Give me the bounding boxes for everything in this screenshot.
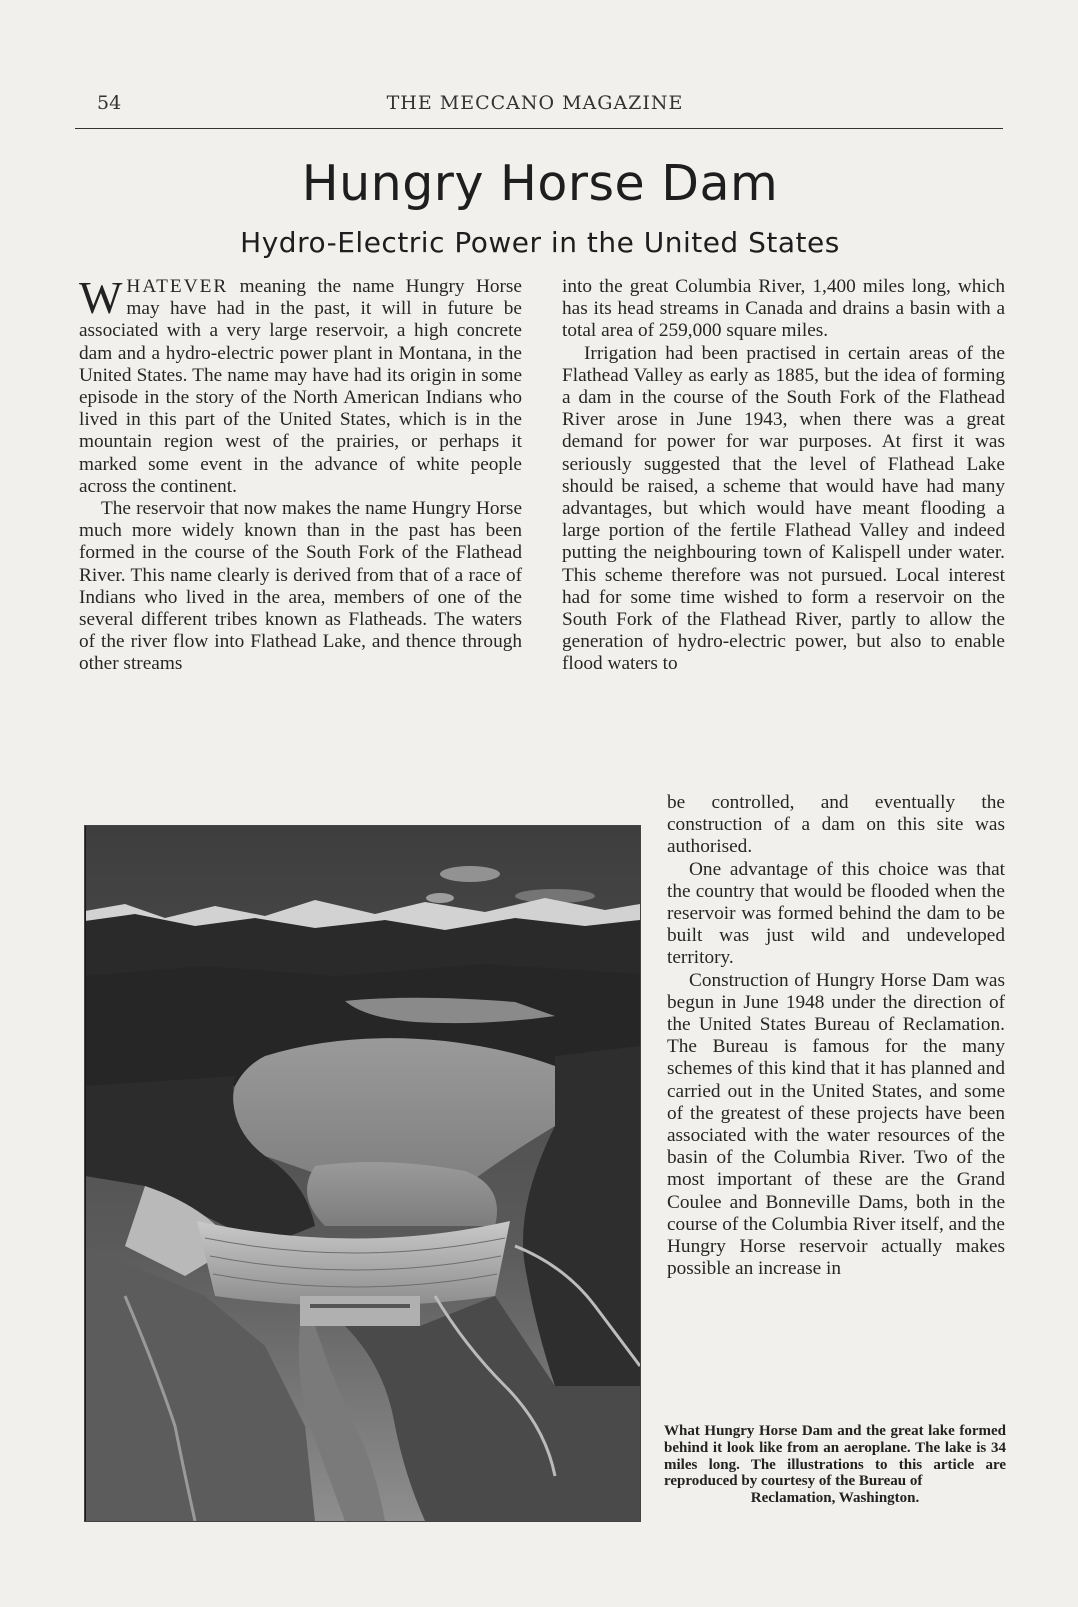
page-number: 54 (97, 92, 122, 114)
photo-caption-last-line: Reclamation, Washington. (750, 1490, 920, 1507)
article-subtitle: Hydro-Electric Power in the United States (240, 226, 840, 259)
drop-cap: W (79, 272, 123, 323)
paragraph-intro-text: meaning the name Hungry Horse may have had in the past, it will in future be associated with a very large reservoir, a high concrete dam and a hydro-electric power plant in Montana, in the United States. The name may have had its origin in some episode in the story of the North American Indians who lived in this part of the United States, which is in the mountain region west of the prairies, or perhaps it marked some event in the advance of white people across the continent. (79, 276, 522, 497)
running-head (0, 92, 1078, 122)
paragraph-advantage: One advantage of this choice was that the country that would be flooded when the reservoir was formed behind the dam to be built was just wild and undeveloped territory. (667, 858, 1005, 969)
photo-caption-text: What Hungry Horse Dam and the great lake formed behind it look like from an aeroplane. The lake is 34 miles long. The illustrations to this article are reproduced by courtesy of the Bureau of (664, 1423, 1006, 1490)
photo-caption (664, 1423, 1006, 1507)
paragraph-irrigation: Irrigation had been practised in certain areas of the Flathead Valley as early as 1885, but the idea of forming a dam in the course of the South Fork of the Flathead River arose in June 1943, when there was a great demand for power for war purposes. At first it was seriously suggested that the level of Flathead Lake should be raised, a scheme that would have had many advantages, but which would have meant flooding a large portion of the fertile Flathead Valley and indeed putting the neighbouring town of Kalispell under water. This scheme therefore was not pursued. Local interest had for some time wished to form a reservoir on the South Fork of the Flathead River, partly to allow the generation of hydro-electric power, but also to enable flood waters to (562, 342, 1005, 675)
dam-aerial-photo (84, 825, 641, 1522)
paragraph-columbia: into the great Columbia River, 1,400 miles long, which has its head streams in Canada and drains a basin with a total area of 259,000 square miles. (562, 276, 1005, 342)
left-column (79, 272, 522, 676)
paragraph-construction: Construction of Hungry Horse Dam was begun in June 1948 under the direction of the United States Bureau of Reclamation. The Bureau is famous for the many schemes of this kind that it has planned and carried out in the United States, and some of the greatest of these projects have been associated with the water resources of the basin of the Columbia River. Two of the most important of these are the Grand Coulee and Bonneville Dams, both in the course of the Columbia River itself, and the Hungry Horse reservoir actually makes possible an increase in (667, 969, 1005, 1280)
lead-word: HATEVER (126, 276, 229, 297)
right-column-top (562, 276, 1005, 676)
right-column-bottom (667, 792, 1005, 1280)
paragraph-irrigation-continued: be controlled, and eventually the construction of a dam on this site was authorised. (667, 792, 1005, 858)
header-rule (75, 128, 1003, 129)
article-title: Hungry Horse Dam (301, 155, 779, 212)
paragraph-intro (79, 272, 522, 498)
paragraph-reservoir: The reservoir that now makes the name Hungry Horse much more widely known than in the past has been formed in the course of the South Fork of the Flathead River. This name clearly is derived from that of a race of Indians who lived in the area, members of one of the several different tribes known as Flatheads. The waters of the river flow into Flathead Lake, and thence through other streams (79, 498, 522, 675)
magazine-title: THE MECCANO MAGAZINE (386, 92, 684, 114)
